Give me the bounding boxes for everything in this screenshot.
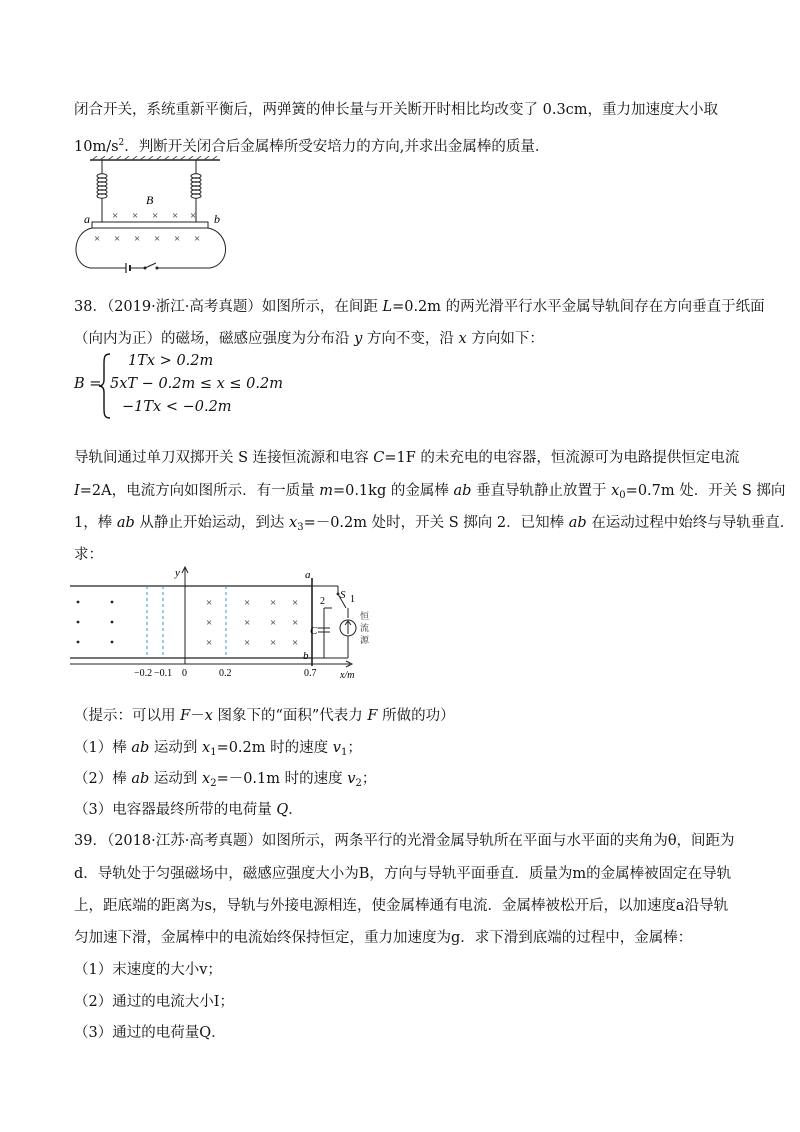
svg-text:×: × [114,233,121,245]
q38-s3b: ． [288,802,303,818]
formula-B-label: B = [74,376,102,392]
q38-p1a: 导轨间通过单刀双掷开关 S 连接恒流源和电容 [74,450,374,466]
q38-sub-1 [74,738,362,763]
q38-line-2b: 方向不变，沿 [362,331,459,347]
formula-case-3: −1Tx < −0.2m [122,399,232,415]
svg-text:×: × [292,617,299,629]
q39-line-2: d．导轨处于匀强磁场中，磁感应强度大小为B，方向与导轨平面垂直．质量为m的金属棒被固定在导轨 [74,866,732,882]
intro-line-2b: ．判断开关闭合后金属棒所受安培力的方向,并求出金属棒的质量． [124,139,550,155]
formula-case-1: 1Tx > 0.2m [128,353,214,369]
q39-sub-3: （3）通过的电荷量Q． [74,1025,226,1041]
q38-s2-v: v [347,771,356,787]
q38-s1-ab: ab [131,740,150,756]
fig2-tick-neg0.1: −0.1 [154,668,173,679]
q38-s1d: ； [347,740,362,756]
fig2-label-1: 1 [350,594,355,605]
q38-var-y: y [354,331,363,347]
q38-hint-a: （提示：可以用 [74,708,181,724]
q38-p3d: 在运动过程中始终与导轨垂直． [586,515,795,531]
q38-s2-xsub: 2 [210,778,217,789]
svg-text:×: × [112,210,119,222]
svg-text:×: × [206,597,213,609]
fig2-tick-0.7: 0.7 [304,668,317,679]
q38-p2d: =0.7m 处．开关 S 掷向 [625,483,786,499]
q38-var-ab: ab [453,483,472,499]
fig2-tick-0: 0 [182,668,187,679]
q38-para-1 [74,448,739,468]
q38-hint-F2: F [367,708,378,724]
formula-case-2: 5xT − 0.2m ≤ x ≤ 0.2m [110,376,283,392]
q38-sub-3 [74,800,303,820]
q38-p3b: 从静止开始运动，到达 [134,515,289,531]
fig2-label-C: C [310,625,318,637]
q39-sub-2: （2）通过的电流大小I； [74,994,234,1010]
q38-p2b: =0.1kg 的金属棒 [332,483,454,499]
q38-line-2a: （向内为正）的磁场，磁感应强度为分布沿 [74,331,355,347]
q38-s2b: 运动到 [149,771,202,787]
q38-var-ab-3: ab [568,515,587,531]
q38-s1-v: v [332,740,341,756]
fig2-axis-x: x/m [340,670,355,681]
svg-text:×: × [292,597,299,609]
intro-line-2a: 10m/s [74,139,119,155]
q38-sub-3: 3 [297,522,304,533]
q38-var-x3: x [289,515,298,531]
q38-var-L: L [382,299,393,315]
q38-hint [74,706,455,726]
q38-s1c: =0.2m 时的速度 [216,740,333,756]
svg-text:×: × [190,210,197,222]
svg-text:×: × [206,637,213,649]
q39-line-1: 39．（2018·江苏·高考真题）如图所示，两条平行的光滑金属导轨所在平面与水平面的夹角为θ，间距为 [74,833,735,849]
svg-text:×: × [270,637,277,649]
svg-text:×: × [206,617,213,629]
fig2-label-2: 2 [320,596,325,607]
q38-s1a: （1）棒 [74,740,132,756]
svg-text:×: × [292,637,299,649]
fig1-label-b: b [214,212,220,226]
svg-text:×: × [244,637,251,649]
intro-line-2 [74,133,549,157]
svg-text:×: × [244,597,251,609]
q38-hint-c: 图象下的“面积”代表力 [212,708,368,724]
q38-line-1 [74,297,765,317]
fig2-tick-neg0.2: −0.2 [134,668,153,679]
q39-line-4: 匀加速下滑，金属棒中的电流始终保持恒定，重力加速度为g．求下滑到底端的过程中，金属棒： [74,930,693,946]
q38-sub-0: 0 [619,490,626,501]
q38-sub-2 [74,769,376,794]
fig2-source-2: 流 [360,623,370,633]
svg-text:×: × [94,233,101,245]
q38-var-ab-2: ab [116,515,135,531]
q38-s2-vsub: 2 [355,778,362,789]
q38-var-m: m [319,483,333,499]
q38-var-I: I [74,483,80,499]
q38-line-1b: =0.2m 的两光滑平行水平金属导轨间存在方向垂直于纸面 [392,299,765,315]
q38-s3-Q: Q [276,802,289,818]
q38-hint-d: 所做的功） [377,708,455,724]
fig2-label-S: S [340,589,346,601]
q38-s2c: =－0.1m 时的速度 [216,771,348,787]
q38-line-1a: 38．（2019·浙江·高考真题）如图所示，在间距 [74,299,383,315]
fig2-source-3: 源 [360,635,370,645]
svg-text:×: × [134,233,141,245]
q38-p3a: 1，棒 [74,515,117,531]
q38-s2d: ； [361,771,377,787]
q38-s2-x: x [202,771,211,787]
q38-line-2c: 方向如下： [466,331,544,347]
svg-text:×: × [152,210,159,222]
q38-para-4: 求： [74,547,103,563]
svg-text:×: × [270,597,277,609]
svg-text:×: × [172,210,179,222]
q38-s3a: （3）电容器最终所带的电荷量 [74,802,277,818]
q38-s2-ab: ab [131,771,150,787]
intro-line-2-sup: 2 [118,138,125,148]
svg-text:×: × [244,617,251,629]
fig2-label-b: b [303,650,309,662]
q38-s1-vsub: 1 [340,747,348,758]
q38-hint-b: － [190,708,205,724]
svg-text:×: × [174,233,181,245]
svg-text:×: × [154,233,161,245]
intro-line-1: 闭合开关，系统重新平衡后，两弹簧的伸长量与开关断开时相比均改变了 0.3cm，重力加速度大小取 [74,102,719,118]
svg-text:×: × [194,233,201,245]
q38-hint-x: x [204,708,213,724]
q39-sub-1: （1）末速度的大小v； [74,962,222,978]
q38-hint-F: F [180,708,191,724]
q38-s1-x: x [202,740,211,756]
q38-var-x: x [458,331,467,347]
q38-p1b: =1F 的未充电的电容器，恒流源可为电路提供恒定电流 [384,450,740,466]
fig2-tick-0.2: 0.2 [219,668,232,679]
q38-s1-xsub: 1 [210,747,217,758]
q38-line-2 [74,329,544,349]
q38-para-3 [74,513,794,538]
fig2-axis-y: y [175,567,180,579]
svg-text:×: × [132,210,139,222]
q38-var-x0: x [611,483,620,499]
q38-var-C: C [373,450,385,466]
svg-text:×: × [270,617,277,629]
fig1-label-a: a [84,212,90,226]
figure-rails-field [70,564,380,682]
q39-line-3: 上，距底端的距离为s，导轨与外接电源相连，使金属棒通有电流．金属棒被松开后，以加速度a沿导轨 [74,898,729,914]
fig2-source-1: 恒 [360,611,370,621]
q38-p2a: =2A，电流方向如图所示．有一质量 [79,483,320,499]
q38-p2c: 垂直导轨静止放置于 [471,483,612,499]
fig1-label-B: B [146,193,154,207]
q38-s1b: 运动到 [149,740,202,756]
q38-para-2 [74,481,785,506]
q38-p3c: =－0.2m 处时，开关 S 掷向 2．已知棒 [303,515,569,531]
q38-s2a: （2）棒 [74,771,132,787]
fig2-label-a: a [305,569,311,581]
figure-springs-rod [64,156,244,274]
